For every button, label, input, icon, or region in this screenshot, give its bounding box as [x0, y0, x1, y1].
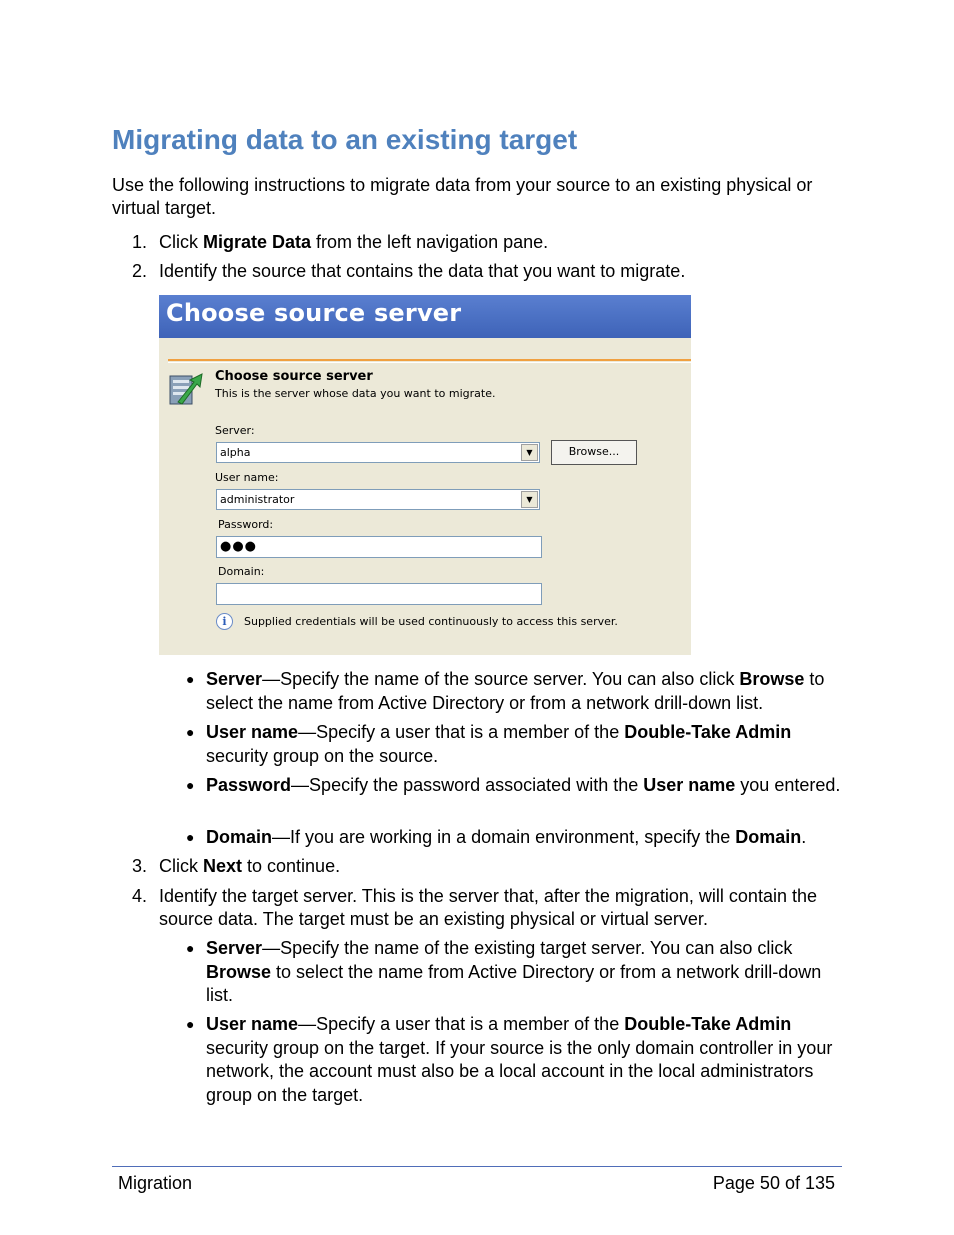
server-combobox[interactable] — [216, 442, 540, 463]
bullet-icon: ● — [186, 829, 195, 845]
step-number: 4. — [132, 886, 148, 906]
password-value: ●●● — [220, 539, 258, 554]
browse-button[interactable]: Browse... — [551, 440, 637, 465]
wizard-header-title: Choose source server — [166, 299, 462, 327]
section-description: This is the server whose data you want to migrate. — [215, 387, 496, 400]
bullet-icon: ● — [186, 940, 195, 956]
choose-source-server-screenshot — [159, 295, 691, 655]
password-label: Password: — [218, 518, 274, 531]
section-title: Choose source server — [215, 369, 373, 384]
chevron-down-icon[interactable]: ▼ — [521, 491, 538, 508]
step-number: 1. — [132, 232, 148, 252]
bullet-text: User name—Specify a user that is a member of the Double-Take Admin security group on the target. If your source is the only domain controller in your network, the account must also be a local account in the local administrators group on the target. — [206, 1014, 833, 1105]
header-divider-highlight — [168, 362, 691, 363]
bullet-text: User name—Specify a user that is a member of the Double-Take Admin security group on the source. — [206, 722, 792, 766]
footer-section-name: Migration — [118, 1173, 193, 1193]
info-text: Supplied credentials will be used continuously to access this server. — [244, 615, 618, 628]
step-number: 2. — [132, 261, 148, 281]
bullet-icon: ● — [186, 724, 195, 740]
footer-divider — [112, 1166, 842, 1167]
chevron-down-icon[interactable]: ▼ — [521, 444, 538, 461]
info-icon: i — [216, 613, 233, 630]
server-arrow-icon — [168, 370, 204, 408]
step-text: Click Next to continue. — [159, 856, 341, 876]
username-combobox[interactable] — [216, 489, 540, 510]
username-value: administrator — [220, 493, 295, 506]
bullet-icon: ● — [186, 671, 195, 687]
server-label: Server: — [215, 424, 255, 437]
bullet-text: Password—Specify the password associated with the User name you entered. — [206, 775, 841, 795]
domain-field[interactable] — [216, 583, 542, 605]
bullet-text: Server—Specify the name of the source server. You can also click Browse to select the name from Active Directory or from a network drill-down list. — [206, 669, 825, 713]
step-text: Identify the target server. This is the server that, after the migration, will contain the source data. The target must be an existing physical or virtual server. — [159, 886, 817, 929]
bullet-text: Server—Specify the name of the existing target server. You can also click Browse to select the name from Active Directory or from a network drill-down list. — [206, 938, 822, 1005]
bullet-text: Domain—If you are working in a domain environment, specify the Domain. — [206, 827, 807, 847]
step-text: Click Migrate Data from the left navigation pane. — [159, 232, 549, 252]
header-divider — [168, 359, 691, 361]
server-value: alpha — [220, 446, 251, 459]
bullet-icon: ● — [186, 777, 195, 793]
intro-paragraph: Use the following instructions to migrate data from your source to an existing physical or virtual target. — [112, 175, 813, 218]
password-field[interactable] — [216, 536, 542, 558]
page-title: Migrating data to an existing target — [112, 124, 578, 155]
bullet-icon: ● — [186, 1016, 195, 1032]
wizard-header — [159, 295, 691, 338]
footer-page-number: Page 50 of 135 — [712, 1173, 835, 1193]
step-text: Identify the source that contains the data that you want to migrate. — [159, 261, 686, 281]
step-number: 3. — [132, 856, 148, 876]
username-label: User name: — [215, 471, 279, 484]
domain-label: Domain: — [218, 565, 265, 578]
